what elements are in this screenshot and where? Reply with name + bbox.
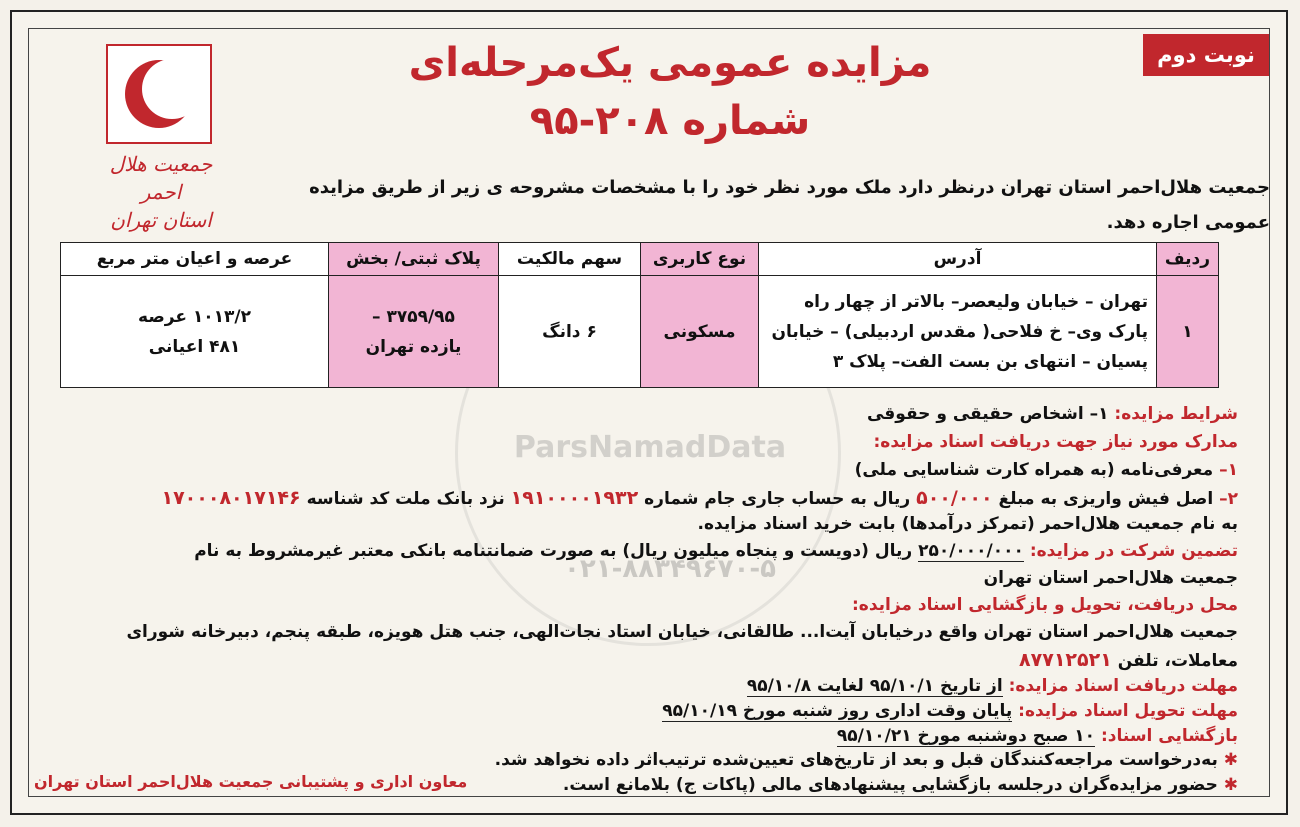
red-crescent-icon (108, 46, 210, 142)
doc2-account: ۱۹۱۰۰۰۰۱۹۳۲ (510, 487, 639, 509)
area-line1: ۱۰۱۳/۲ عرصه (138, 306, 251, 327)
header-area: عرصه و اعیان متر مربع (61, 243, 329, 276)
guarantee-text: ریال (دویست و پنجاه میلیون ریال) به صورت ضمانتنامه بانکی معتبر غیرمشروط به نام (194, 541, 913, 561)
property-table (60, 242, 1219, 388)
second-round-badge: نوبت دوم (1143, 34, 1269, 76)
deadline-deliver-line (662, 701, 1238, 721)
page-title: مزایده عمومی یک‌مرحله‌ای (408, 40, 932, 86)
intro-paragraph: جمعیت هلال‌احمر استان تهران درنظر دارد ملک مورد نظر خود را با مشخصات مشروحه ی زیر از طریق مزایده عمومی اجاره دهد. (309, 177, 1270, 233)
place-label: محل دریافت، تحویل و بازگشایی اسناد مزایده: (851, 595, 1238, 615)
note1-text: به‌درخواست مراجعه‌کنندگان قبل و بعد از تاریخ‌های تعیین‌شده ترتیب‌اثر داده نخواهد شد. (494, 750, 1218, 770)
logo-caption (96, 150, 226, 234)
cell-share: ۶ دانگ (499, 276, 641, 388)
header-plaque: پلاک ثبتی/ بخش (329, 243, 499, 276)
conditions-label: شرایط مزایده: (1114, 404, 1238, 424)
area-line2: ۴۸۱ اعیانی (148, 336, 241, 357)
place-phone: ۸۷۷۱۲۵۲۱ (1019, 649, 1112, 671)
conditions-text: ۱– اشخاص حقیقی و حقوقی (866, 404, 1109, 424)
opening-line (837, 726, 1238, 746)
guarantee-line2: جمعیت هلال‌احمر استان تهران (983, 568, 1238, 588)
doc2-number: ۲– (1219, 489, 1238, 509)
deadline-receive-line (747, 676, 1238, 696)
cell-plaque (329, 276, 499, 388)
watermark-phone: ۰۲۱-۸۸۳۴۹۶۷۰-۵ (563, 554, 776, 584)
opening-label: بازگشایی اسناد: (1100, 726, 1238, 746)
doc2-line (161, 487, 1238, 509)
cell-area (61, 276, 329, 388)
guarantee-label: تضمین شرکت در مزایده: (1029, 541, 1238, 561)
red-crescent-logo (106, 44, 212, 144)
plaque-line2: یازده تهران (365, 336, 462, 357)
docs-label: مدارک مورد نیاز جهت دریافت اسناد مزایده: (873, 432, 1238, 452)
doc2-amount: ۵۰۰/۰۰۰ (916, 487, 993, 509)
note1-line (495, 750, 1238, 770)
deadline-deliver-text: پایان وقت اداری روز شنبه مورخ ۹۵/۱۰/۱۹ (662, 701, 1013, 721)
place-line1: جمعیت هلال‌احمر استان تهران واقع درخیابان آیت‌ا... طالقانی، خیابان استاد نجات‌الهی، جنب هتل هویزه، طبقه پنجم، دبیرخانه شورای (126, 622, 1238, 642)
doc2-text-a: اصل فیش واریزی به مبلغ (998, 489, 1214, 509)
bullet-icon: ✱ (1223, 750, 1238, 770)
auction-number: شماره ۲۰۸-۹۵ (529, 98, 811, 144)
header-address: آدرس (759, 243, 1157, 276)
table-row (61, 276, 1219, 388)
place-line2 (1019, 649, 1238, 671)
deadline-receive-text: از تاریخ ۹۵/۱۰/۱ لغایت ۹۵/۱۰/۸ (746, 676, 1003, 696)
note2-line (563, 775, 1238, 795)
guarantee-amount: ۲۵۰/۰۰۰/۰۰۰ (918, 541, 1024, 561)
cell-index: ۱ (1157, 276, 1219, 388)
guarantee-line (194, 541, 1238, 561)
table-header-row (61, 243, 1219, 276)
doc2-line2: به نام جمعیت هلال‌احمر (تمرکز درآمدها) بابت خرید اسناد مزایده. (697, 514, 1238, 534)
opening-text: ۱۰ صبح دوشنبه مورخ ۹۵/۱۰/۲۱ (836, 726, 1096, 746)
watermark-text: ParsNamadData (513, 430, 787, 465)
bullet-icon: ✱ (1223, 775, 1238, 795)
header-usage: نوع کاربری (641, 243, 759, 276)
cell-usage: مسکونی (641, 276, 759, 388)
doc2-text-c: نزد بانک ملت کد شناسه (306, 489, 505, 509)
logo-caption-line2: استان تهران (110, 208, 212, 232)
cell-address: تهران – خیابان ولیعصر– بالاتر از چهار راه پارک وی– خ فلاحی( مقدس اردبیلی) – خیابان پسیان – انتهای بن بست الفت– پلاک ۳ (759, 276, 1157, 388)
doc2-id: ۱۷۰۰۰۸۰۱۷۱۴۶ (161, 487, 301, 509)
signature: معاون اداری و پشتیبانی جمعیت هلال‌احمر استان تهران (34, 772, 468, 791)
doc1-line (855, 460, 1238, 480)
doc2-text-b: ریال به حساب جاری جام شماره (644, 489, 911, 509)
conditions-line (867, 404, 1238, 424)
header-index: ردیف (1157, 243, 1219, 276)
doc1-number: ۱– (1219, 460, 1238, 480)
header-share: سهم مالکیت (499, 243, 641, 276)
plaque-line1: ۳۷۵۹/۹۵ – (372, 306, 455, 327)
deadline-receive-label: مهلت دریافت اسناد مزایده: (1008, 676, 1238, 696)
doc1-text: معرفی‌نامه (به همراه کارت شناسایی ملی) (854, 460, 1214, 480)
logo-caption-line1: جمعیت هلال احمر (109, 152, 213, 204)
place-line2-text: معاملات، تلفن (1117, 651, 1238, 671)
deadline-deliver-label: مهلت تحویل اسناد مزایده: (1018, 701, 1238, 721)
note2-text: حضور مزایده‌گران درجلسه بازگشایی پیشنهادهای مالی (پاکات ج) بلامانع است. (562, 775, 1218, 795)
